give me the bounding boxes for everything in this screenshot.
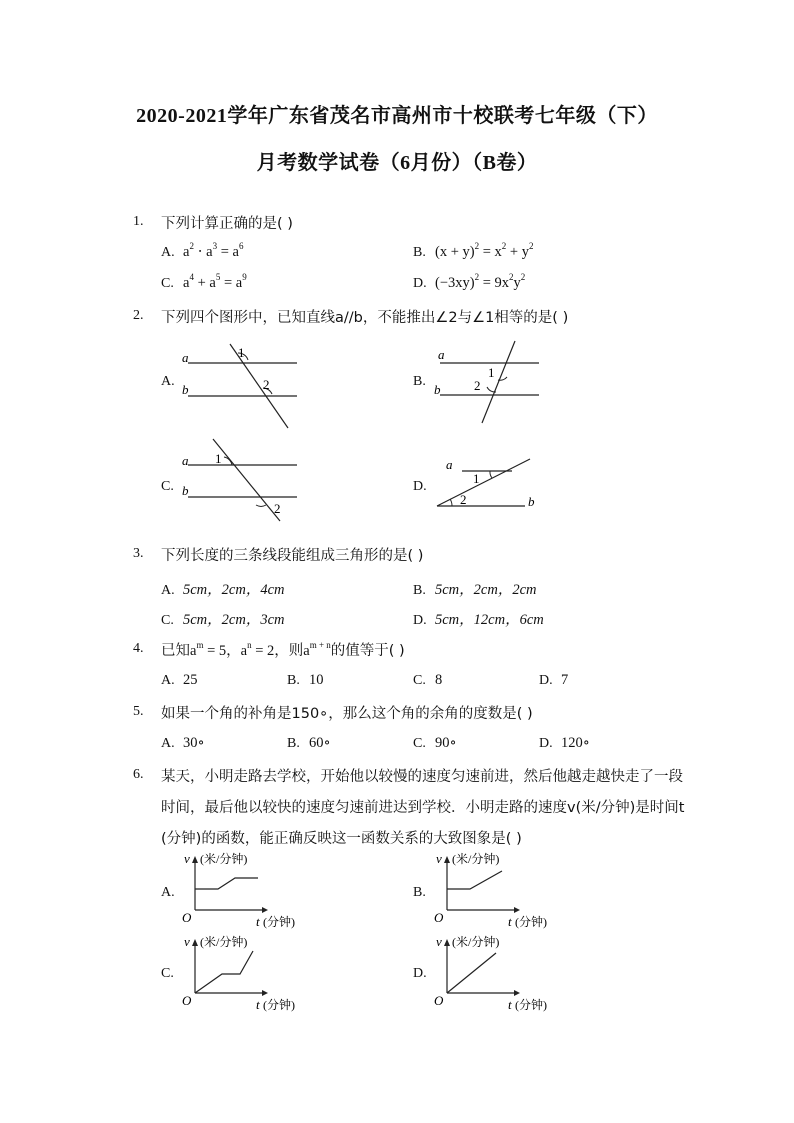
v-axis-label: v bbox=[436, 851, 442, 866]
question-text: 下列计算正确的是( ) bbox=[161, 216, 293, 232]
option-text: 8 bbox=[435, 672, 443, 688]
line-b-label: b bbox=[434, 382, 441, 397]
question-text-line: (分钟)的函数，能正确反映这一函数关系的大致图象是( ) bbox=[161, 831, 522, 847]
q6-option-c[interactable]: C. bbox=[161, 966, 174, 981]
speed-time-graph-a bbox=[180, 850, 310, 928]
angle-1-label: 1 bbox=[238, 345, 245, 360]
option-label: D. bbox=[413, 276, 427, 291]
parallel-lines-figure-d bbox=[432, 450, 547, 512]
option-label: C. bbox=[413, 673, 426, 688]
t-axis-unit: (分钟) bbox=[263, 915, 295, 929]
speed-time-graph-c bbox=[180, 933, 310, 1013]
angle-1-label: 1 bbox=[473, 471, 480, 486]
t-axis-unit: (分钟) bbox=[263, 998, 295, 1012]
question-text bbox=[161, 639, 405, 660]
question-number: 4. bbox=[133, 641, 144, 656]
line-b-label: b bbox=[182, 483, 189, 498]
line-a-label: a bbox=[182, 453, 189, 468]
angle-2-label: 2 bbox=[460, 492, 467, 507]
v-axis-unit: (米/分钟) bbox=[200, 935, 248, 949]
option-text: 30∘ bbox=[183, 735, 205, 751]
angle-2-label: 2 bbox=[263, 377, 270, 392]
option-label: A. bbox=[161, 245, 175, 260]
origin-label: O bbox=[182, 910, 192, 925]
option-label: B. bbox=[413, 583, 426, 598]
option-label: D. bbox=[413, 613, 427, 628]
question-number: 6. bbox=[133, 767, 144, 782]
q1-option-c[interactable] bbox=[161, 272, 247, 292]
question-number: 2. bbox=[133, 308, 144, 323]
option-label: B. bbox=[287, 673, 300, 688]
v-axis-unit: (米/分钟) bbox=[452, 935, 500, 949]
q1-option-a[interactable] bbox=[161, 241, 244, 261]
question-number: 1. bbox=[133, 214, 144, 229]
question-number: 3. bbox=[133, 546, 144, 561]
q6-option-d[interactable]: D. bbox=[413, 966, 427, 981]
option-expression: $(-3xy)^2 = 9x^2y^2$ bbox=[435, 272, 526, 291]
t-axis-label: t bbox=[256, 997, 260, 1012]
q2-option-a[interactable]: A. bbox=[161, 374, 175, 389]
question-text-line: 某天，小明走路去学校，开始他以较慢的速度匀速前进，然后他越走越快走了一段 bbox=[161, 769, 683, 785]
question-expression: $a^m = 5$，$a^n = 2$，则$a^{m + n}$ bbox=[190, 640, 331, 659]
option-text: 90∘ bbox=[435, 735, 457, 751]
option-text: 5cm，12cm，6cm bbox=[435, 612, 544, 628]
option-label: A. bbox=[161, 673, 175, 688]
question-text-suffix: 的值等于( ) bbox=[330, 643, 405, 659]
option-label: B. bbox=[413, 245, 426, 260]
t-axis-unit: (分钟) bbox=[515, 915, 547, 929]
question-text: 下列长度的三条线段能组成三角形的是( ) bbox=[161, 548, 424, 564]
option-label: A. bbox=[161, 736, 175, 751]
line-a-label: a bbox=[182, 350, 189, 365]
option-text: 5cm，2cm，4cm bbox=[183, 582, 285, 598]
t-axis-label: t bbox=[508, 997, 512, 1012]
v-axis-label: v bbox=[184, 851, 190, 866]
q5-option-a[interactable] bbox=[161, 735, 205, 752]
q5-option-b[interactable] bbox=[287, 735, 331, 752]
origin-label: O bbox=[434, 993, 444, 1008]
option-text: 25 bbox=[183, 672, 198, 688]
line-b-label: b bbox=[528, 494, 535, 509]
line-b-label: b bbox=[182, 382, 189, 397]
option-label: C. bbox=[161, 613, 174, 628]
v-axis-unit: (米/分钟) bbox=[200, 852, 248, 866]
question-number: 5. bbox=[133, 704, 144, 719]
option-label: D. bbox=[539, 736, 553, 751]
q1-option-d[interactable] bbox=[413, 272, 526, 292]
q4-option-c[interactable] bbox=[413, 672, 442, 689]
question-text-line: 时间，最后他以较快的速度匀速前进达到学校．小明走路的速度v(米/分钟)是时间t bbox=[161, 800, 685, 816]
q1-option-b[interactable] bbox=[413, 241, 534, 261]
q5-option-c[interactable] bbox=[413, 735, 457, 752]
q3-option-b[interactable] bbox=[413, 578, 536, 599]
q2-option-b[interactable]: B. bbox=[413, 374, 426, 389]
option-label: B. bbox=[287, 736, 300, 751]
q2-option-d[interactable]: D. bbox=[413, 479, 427, 494]
option-text: 60∘ bbox=[309, 735, 331, 751]
t-axis-label: t bbox=[508, 914, 512, 929]
t-axis-unit: (分钟) bbox=[515, 998, 547, 1012]
t-axis-label: t bbox=[256, 914, 260, 929]
exam-title-line1: 2020-2021学年广东省茂名市高州市十校联考七年级（下） bbox=[136, 105, 658, 127]
option-text: 5cm，2cm，2cm bbox=[435, 582, 537, 598]
v-axis-label: v bbox=[184, 934, 190, 949]
option-label: C. bbox=[161, 276, 174, 291]
q4-option-a[interactable] bbox=[161, 672, 198, 689]
option-expression: $(x + y)^2 = x^2 + y^2$ bbox=[435, 241, 534, 260]
q6-option-a[interactable]: A. bbox=[161, 885, 175, 900]
option-label: A. bbox=[161, 583, 175, 598]
angle-1-label: 1 bbox=[488, 365, 495, 380]
parallel-lines-figure-b bbox=[430, 340, 545, 430]
option-label: D. bbox=[539, 673, 553, 688]
q2-option-c[interactable]: C. bbox=[161, 479, 174, 494]
option-text: 120∘ bbox=[561, 735, 590, 751]
option-expression: $a^2 \cdot a^3 = a^6$ bbox=[183, 241, 244, 260]
question-text: 如果一个角的补角是150∘，那么这个角的余角的度数是( ) bbox=[161, 706, 533, 722]
q4-option-d[interactable] bbox=[539, 672, 568, 689]
speed-time-graph-b bbox=[432, 850, 562, 928]
q6-option-b[interactable]: B. bbox=[413, 885, 426, 900]
option-expression: $a^4 + a^5 = a^9$ bbox=[183, 272, 247, 291]
question-text-prefix: 已知 bbox=[161, 643, 190, 659]
option-text: 5cm，2cm，3cm bbox=[183, 612, 285, 628]
line-a-label: a bbox=[446, 457, 453, 472]
angle-2-label: 2 bbox=[274, 501, 281, 516]
q3-option-a[interactable] bbox=[161, 578, 284, 599]
angle-2-label: 2 bbox=[474, 378, 481, 393]
q4-option-b[interactable] bbox=[287, 672, 324, 689]
speed-time-graph-d bbox=[432, 933, 562, 1013]
question-text: 下列四个图形中，已知直线a//b，不能推出∠2与∠1相等的是( ) bbox=[161, 310, 569, 326]
parallel-lines-figure-c bbox=[180, 437, 305, 523]
origin-label: O bbox=[434, 910, 444, 925]
q3-option-c[interactable] bbox=[161, 608, 284, 629]
parallel-lines-figure-a bbox=[180, 340, 310, 432]
option-label: C. bbox=[413, 736, 426, 751]
exam-title-line2: 月考数学试卷（6月份）（B卷） bbox=[256, 152, 538, 174]
q5-option-d[interactable] bbox=[539, 735, 590, 752]
option-text: 10 bbox=[309, 672, 324, 688]
q3-option-d[interactable] bbox=[413, 608, 544, 629]
origin-label: O bbox=[182, 993, 192, 1008]
line-a-label: a bbox=[438, 347, 445, 362]
v-axis-label: v bbox=[436, 934, 442, 949]
angle-1-label: 1 bbox=[215, 451, 222, 466]
option-text: 7 bbox=[561, 672, 569, 688]
v-axis-unit: (米/分钟) bbox=[452, 852, 500, 866]
